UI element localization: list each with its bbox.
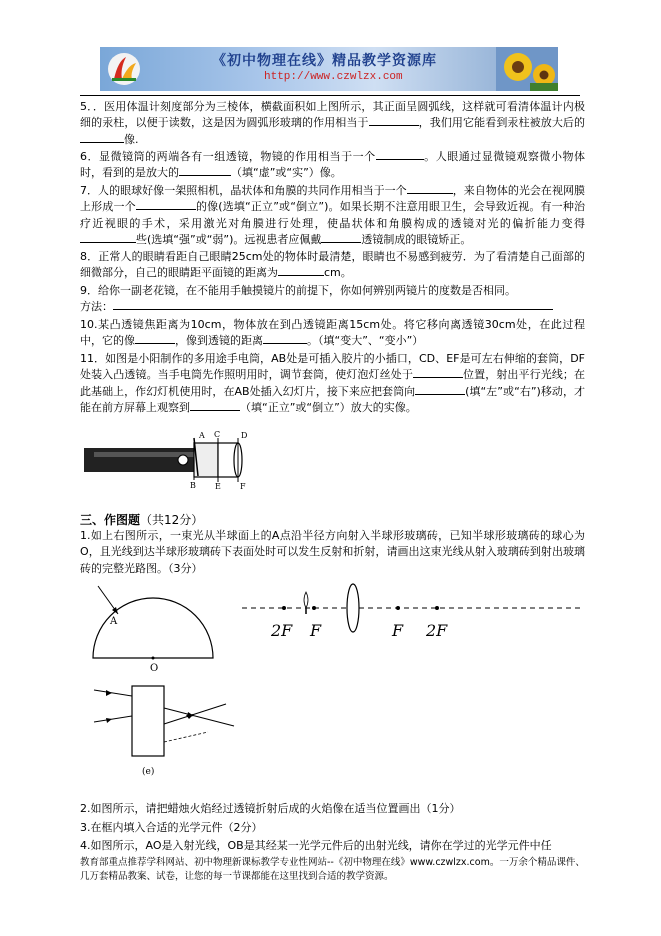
label-2F-right: 2F	[426, 621, 448, 640]
question-9: 9．给你一副老花镜，在不能用手触摸镜片的前提下，你如何辨别两镜片的度数是否相同。 方法：	[80, 283, 585, 316]
candle-flame-icon	[304, 592, 308, 608]
convex-lens-diagram	[240, 580, 585, 642]
question-5: 5．．医用体温计刻度部分为三棱体，横截面积如上图所示，其正面呈圆弧线，这样就可看清体温计内极细的汞柱，以便于读数，这是因为圆弧形玻璃的作用相当于 ，我们用它能看到汞柱被放大后的像.	[80, 100, 586, 146]
banner-url[interactable]: http://www.czwlzx.com	[264, 71, 403, 83]
question-6: 6．显微镜筒的两端各有一组透镜，物镜的作用相当于一个 。人眼通过显微镜观察微小物体时，看到的是放大的 （填“虚”或“实”）像。	[80, 150, 586, 180]
question-10: 10.某凸透镜焦距离为10cm，物体放在到凸透镜距离15cm处。将它移向离透镜30cm处，在此过程中，它的像 ，像到透镜的距离 。（填“变大”、“变小”）	[80, 318, 585, 348]
answer-blank[interactable]	[135, 333, 175, 344]
answer-blank[interactable]	[407, 183, 453, 194]
page-footer: 教育部重点推荐学科网站、初中物理新课标教学专业性网站--《初中物理在线》www.czwlzx.com。一万余个精品课件、几万套精品教案、试卷，让您的每一节课都能在这里找到合适的教学资源。	[80, 857, 585, 882]
label-point-A: A	[110, 616, 118, 627]
sunflower-icon	[496, 47, 558, 91]
answer-blank[interactable]	[136, 199, 196, 210]
answer-blank[interactable]	[415, 384, 465, 395]
label-A: A	[199, 431, 205, 440]
drawing-question-1: 1.如上右图所示，一束光从半球面上的A点沿半径方向射入半球形玻璃砖，已知半球形玻璃砖的球心为O，且光线到达半球形玻璃砖下表面处时可以发生反射和折射，请画出这束光线从射入玻璃砖到射出玻璃砖的完整光路图。（3分）	[80, 529, 585, 575]
answer-blank[interactable]	[413, 367, 463, 378]
optical-box-diagram	[90, 682, 240, 780]
header-banner	[100, 47, 558, 91]
answer-blank[interactable]	[179, 165, 231, 176]
label-D: D	[241, 431, 248, 440]
label-C: C	[214, 430, 221, 439]
label-E: E	[215, 482, 221, 490]
question-8: 8．正常人的眼睛看距自己眼睛25cm处的物体时最清楚，眼睛也不易感到疲劳．为了看清楚自己面部的细微部分，自己的眼睛距平面镜的距离为 cm。	[80, 250, 585, 280]
label-F: F	[240, 482, 246, 490]
answer-blank[interactable]	[321, 232, 361, 243]
answer-blank[interactable]	[80, 132, 124, 143]
drawing-question-4: 4.如图所示，AO是入射光线，OB是其经某一光学元件后的出射光线，请你在学过的光学元件中任	[80, 839, 552, 852]
label-center-O: O	[150, 663, 159, 672]
label-F-right: F	[392, 621, 404, 640]
label-2F-left: 2F	[271, 621, 293, 640]
question-7: 7．人的眼球好像一架照相机，晶状体和角膜的共同作用相当于一个 ，来自物体的光会在视网膜上形成一个 的像(选填“正立”或“倒立”)。如果长期不注意用眼卫生，会导致近视。有一种治疗近视眼的手术，采用激光对角膜进行处理，使晶状体和角膜构成的透镜对光的偏折能力变得些(选填“强”或“弱”)。远视患者应佩戴 透镜制成的眼镜矫正。	[80, 184, 586, 247]
flashlight-diagram	[82, 428, 252, 490]
label-F-left: F	[310, 621, 322, 640]
header-rule	[80, 95, 580, 96]
question-11: 11．如图是小阳制作的多用途手电筒，AB处是可插入胶片的小插口，CD、EF是可左右伸缩的套筒，DF处装入凸透镜。当手电筒先作照明用时，调节套筒，使灯泡灯丝处于 位置，射出平行光线；在此基础上，作幻灯机使用时，在AB处插入幻灯片，接下来应把套筒向 (填“左”或“右”)移动，才能在前方屏幕上观察到 （填“正立”或“倒立”）放大的实像。	[80, 352, 586, 415]
hemisphere-diagram	[88, 580, 223, 672]
drawing-question-3: 3.在框内填入合适的光学元件（2分）	[80, 821, 263, 834]
answer-blank[interactable]	[376, 149, 424, 160]
answer-blank[interactable]	[190, 400, 240, 411]
drawing-question-2: 2.如图所示，请把蜡烛火焰经过透镜折射后成的火焰像在适当位置画出（1分）	[80, 802, 461, 815]
answer-blank[interactable]	[369, 115, 419, 126]
banner-title: 《初中物理在线》精品教学资源库	[212, 53, 437, 69]
logo-icon	[106, 51, 142, 87]
figure-label-e: (e)	[142, 767, 155, 777]
answer-blank[interactable]	[278, 265, 324, 276]
label-B: B	[190, 481, 196, 490]
answer-blank[interactable]	[80, 232, 136, 243]
answer-blank[interactable]	[263, 333, 307, 344]
section-3-title: 三、作图题（共12分）	[80, 513, 204, 527]
answer-blank[interactable]	[113, 299, 553, 310]
